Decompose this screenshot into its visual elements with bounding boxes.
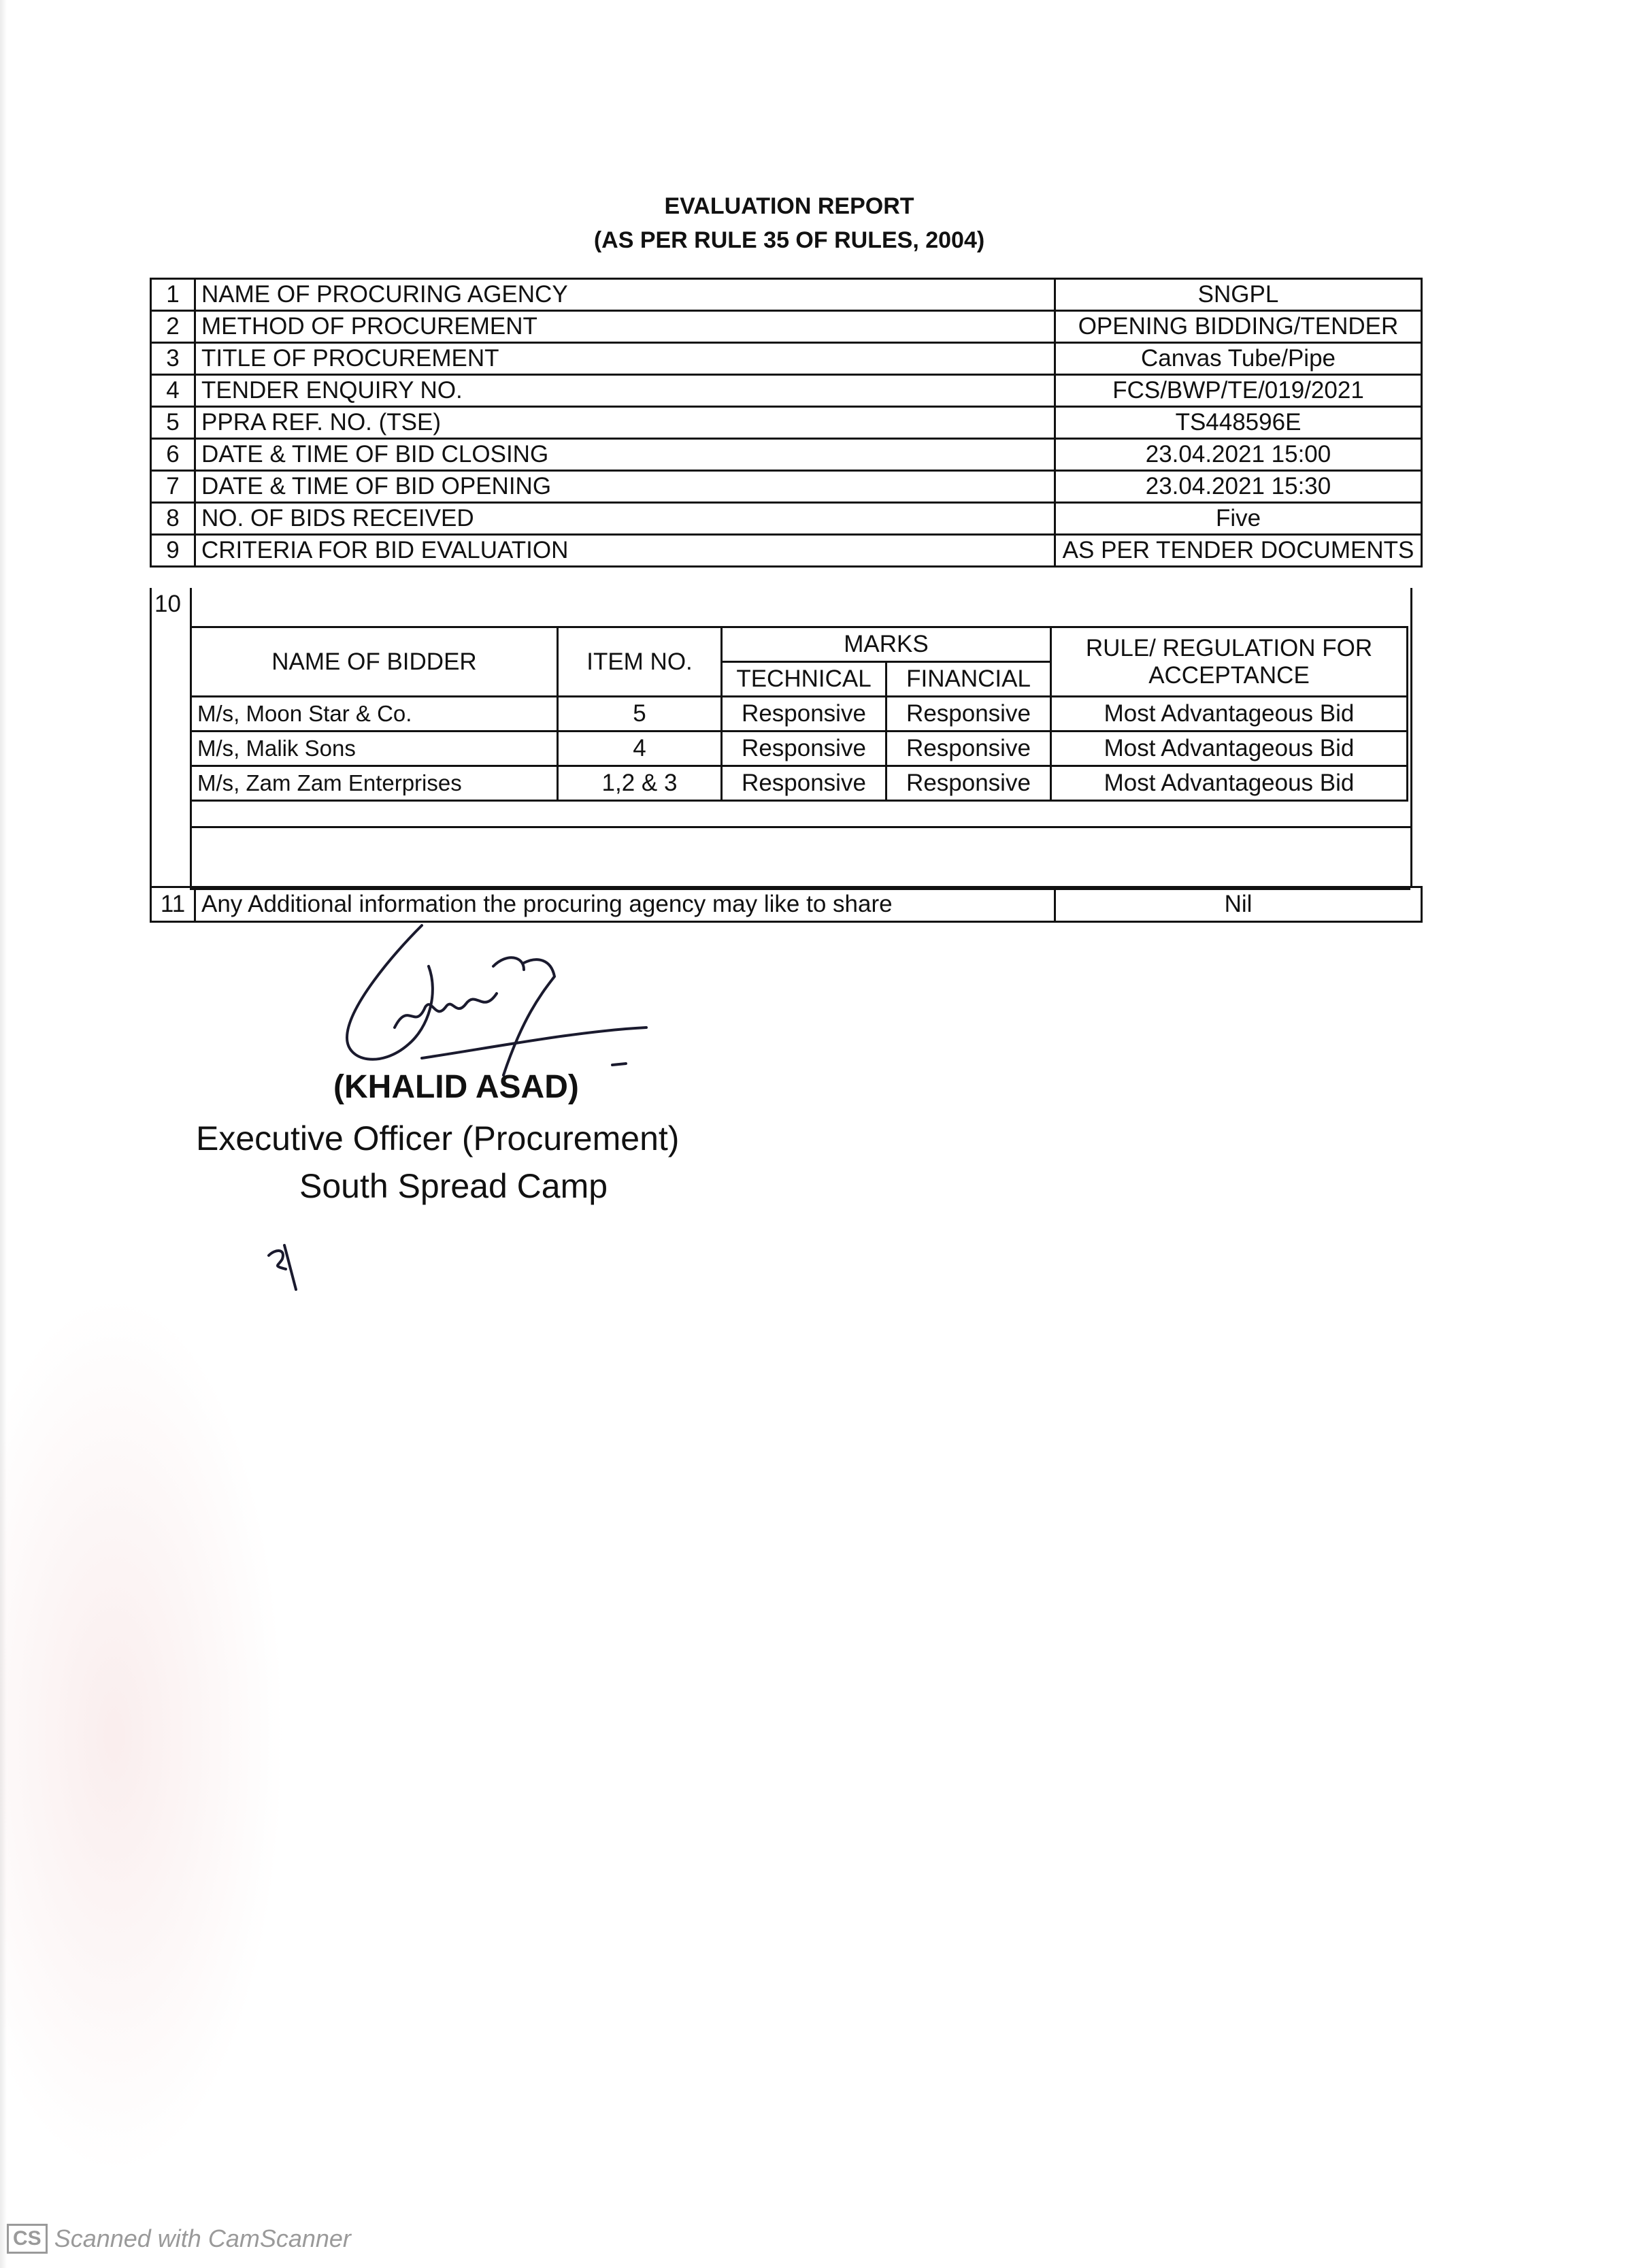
row-label: NO. OF BIDS RECEIVED [195,503,1055,535]
row-value: 23.04.2021 15:30 [1055,471,1422,503]
table-row [151,375,1422,407]
header-technical: TECHNICAL [722,662,886,697]
bidder-name: M/s, Malik Sons [191,732,558,766]
signatory-location: South Spread Camp [299,1167,608,1205]
camscanner-watermark [7,2224,351,2254]
signatory-name: (KHALID ASAD) [333,1069,579,1105]
bidder-item: 1,2 & 3 [558,766,722,801]
row-value: SNGPL [1055,279,1422,311]
bidder-rule: Most Advantageous Bid [1051,732,1408,766]
row-label: DATE & TIME OF BID CLOSING [195,439,1055,471]
row-label: DATE & TIME OF BID OPENING [195,471,1055,503]
scan-smudge [0,1293,286,2177]
scan-edge-shadow [0,0,7,2268]
signatory-title: Executive Officer (Procurement) [196,1119,680,1157]
table-row [151,343,1422,375]
row-number: 3 [151,343,195,375]
table-row [151,535,1422,567]
row-value: TS448596E [1055,407,1422,439]
table-row [151,503,1422,535]
row-label: TITLE OF PROCUREMENT [195,343,1055,375]
header-item: ITEM NO. [558,627,722,697]
bidder-rule: Most Advantageous Bid [1051,766,1408,801]
bidder-technical: Responsive [722,697,886,732]
bidder-name: M/s, Moon Star & Co. [191,697,558,732]
row-value: 23.04.2021 15:00 [1055,439,1422,471]
row-number: 1 [151,279,195,311]
bidder-item: 4 [558,732,722,766]
row-10-number-cell [152,588,192,887]
header-financial: FINANCIAL [886,662,1051,697]
table-row [151,439,1422,471]
row-number: 4 [151,375,195,407]
row-label: NAME OF PROCURING AGENCY [195,279,1055,311]
bidder-technical: Responsive [722,766,886,801]
row-value: AS PER TENDER DOCUMENTS [1055,535,1422,567]
row-10-blank-area [190,826,1410,890]
row-number: 9 [151,535,195,567]
bidder-financial: Responsive [886,766,1051,801]
row-value: Canvas Tube/Pipe [1055,343,1422,375]
row-label: TENDER ENQUIRY NO. [195,375,1055,407]
row-number: 5 [151,407,195,439]
row-value: OPENING BIDDING/TENDER [1055,311,1422,343]
bid-evaluation-table [190,626,1408,802]
row-number: 8 [151,503,195,535]
row-value: FCS/BWP/TE/019/2021 [1055,375,1422,407]
header-marks: MARKS [722,627,1051,662]
row-number: 7 [151,471,195,503]
watermark-text: Scanned with CamScanner [54,2224,351,2252]
header-rule-line2: ACCEPTANCE [1148,661,1310,689]
bidder-row [191,766,1408,801]
row-label: PPRA REF. NO. (TSE) [195,407,1055,439]
header-rule-line1: RULE/ REGULATION FOR [1085,634,1373,661]
header-rule [1051,627,1408,697]
handwritten-initial-mark [259,1232,313,1293]
report-title: EVALUATION REPORT [664,193,914,219]
bidder-rule: Most Advantageous Bid [1051,697,1408,732]
bidder-row [191,732,1408,766]
table-row [151,311,1422,343]
handwritten-signature [320,912,674,1089]
bidder-financial: Responsive [886,732,1051,766]
header-row [191,627,1408,662]
row-number: 6 [151,439,195,471]
table-row [151,407,1422,439]
bidder-financial: Responsive [886,697,1051,732]
row-value: Nil [1055,887,1422,922]
camscanner-logo-icon: CS [7,2224,48,2254]
row-number: 2 [151,311,195,343]
row-label: Any Additional information the procuring agency may like to share [195,887,1055,922]
bidder-technical: Responsive [722,732,886,766]
table-row [151,471,1422,503]
report-subtitle: (AS PER RULE 35 OF RULES, 2004) [593,227,985,253]
row-number: 11 [151,887,195,922]
header-bidder: NAME OF BIDDER [191,627,558,697]
table-row [151,279,1422,311]
row-number: 10 [154,591,181,617]
bidder-row [191,697,1408,732]
row-label: CRITERIA FOR BID EVALUATION [195,535,1055,567]
bidder-item: 5 [558,697,722,732]
bidder-name: M/s, Zam Zam Enterprises [191,766,558,801]
row-value: Five [1055,503,1422,535]
row-label: METHOD OF PROCUREMENT [195,311,1055,343]
info-table [150,278,1423,568]
